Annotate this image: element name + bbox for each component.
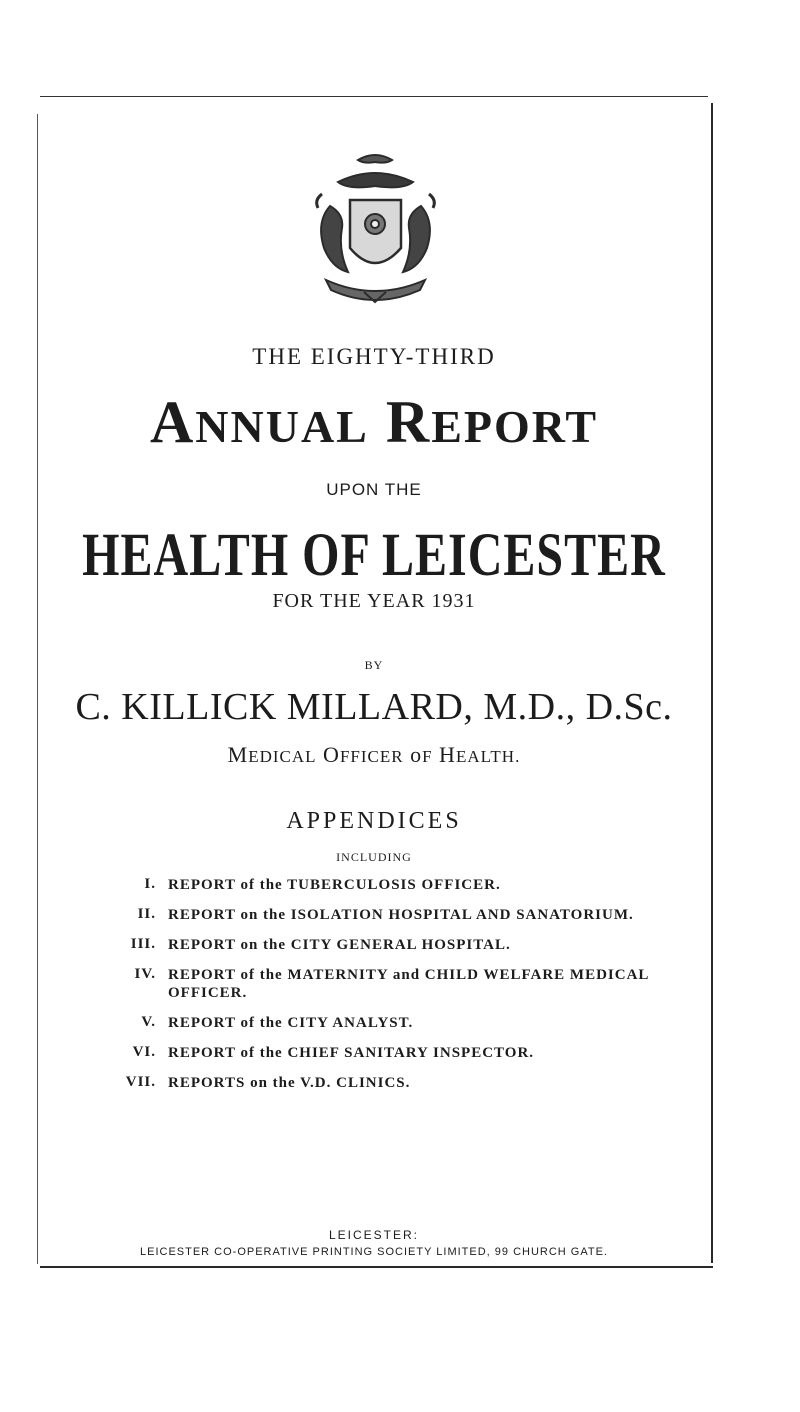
report-title: ANNUAL REPORT (149, 389, 599, 455)
list-item (92, 906, 692, 924)
report-subject: HEALTH OF LEICESTER (82, 521, 666, 590)
frame-rule-top (40, 96, 708, 97)
imprint-printer: LEICESTER CO-OPERATIVE PRINTING SOCIETY LIMITED, 99 CHURCH GATE. (139, 1246, 608, 1258)
coat-of-arms-icon (308, 150, 443, 310)
item-number: II. (137, 906, 156, 922)
item-text: REPORT on the ISOLATION HOSPITAL AND SANATORIUM. (168, 907, 634, 923)
imprint-place: LEICESTER: (328, 1228, 420, 1242)
item-number: VI. (132, 1044, 156, 1060)
frame-rule-bottom (40, 1266, 713, 1268)
item-text: REPORT of the CHIEF SANITARY INSPECTOR. (168, 1045, 535, 1061)
item-text: REPORTS on the V.D. CLINICS. (168, 1075, 411, 1091)
report-ordinal: THE EIGHTY-THIRD (252, 344, 496, 369)
list-item (92, 1014, 692, 1032)
item-text: REPORT of the TUBERCULOSIS OFFICER. (168, 877, 501, 893)
frame-rule-right (711, 103, 713, 1263)
author-name: C. KILLICK MILLARD, M.D., D.Sc. (75, 686, 673, 728)
item-number: IV. (134, 966, 156, 982)
item-number: III. (130, 936, 156, 952)
list-item (92, 1044, 692, 1062)
list-item (92, 1074, 692, 1092)
item-text: REPORT of the MATERNITY and CHILD WELFARE MEDICAL OFFICER. (168, 967, 649, 1001)
item-number: I. (144, 876, 156, 892)
item-text: REPORT on the CITY GENERAL HOSPITAL. (168, 937, 511, 953)
by-line: BY (364, 658, 384, 672)
appendices-heading: APPENDICES (286, 808, 462, 834)
list-item (92, 966, 692, 1002)
appendices-list (92, 876, 692, 1092)
item-number: V. (141, 1014, 156, 1030)
item-text: REPORT of the CITY ANALYST. (168, 1015, 414, 1031)
report-period: FOR THE YEAR 1931 (272, 590, 476, 612)
appendices-subheading: INCLUDING (336, 850, 412, 864)
list-item (92, 876, 692, 894)
list-item (92, 936, 692, 954)
item-number: VII. (125, 1074, 156, 1090)
upon-the-line: UPON THE (326, 480, 422, 499)
author-position: MEDICAL OFFICER oF HEALTH. (227, 742, 521, 767)
frame-rule-left (37, 114, 38, 1264)
